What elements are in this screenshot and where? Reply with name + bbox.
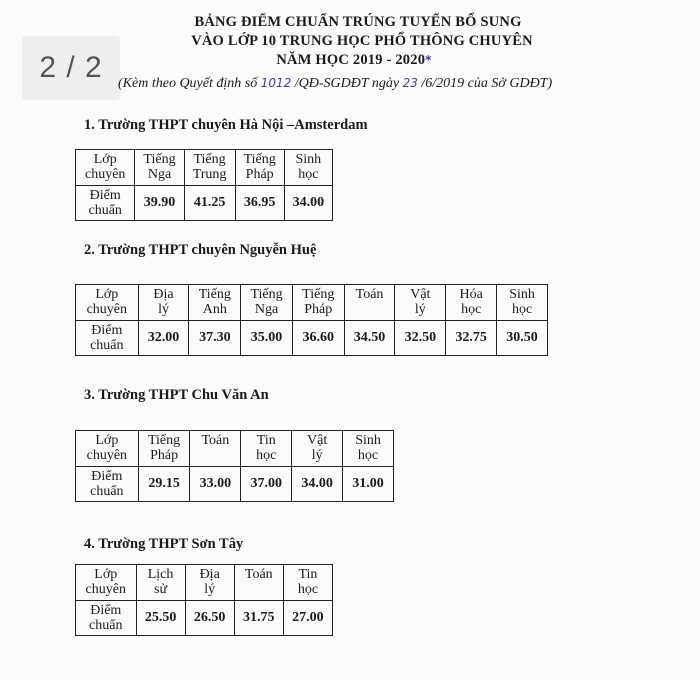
- subject-cell: Vật lý: [292, 431, 343, 467]
- subject-cell: Tin học: [241, 431, 292, 467]
- score-cell: 37.00: [241, 466, 292, 502]
- subject-cell: Toán: [234, 565, 283, 601]
- table-row-subjects: [76, 565, 333, 601]
- score-cell: 32.00: [138, 320, 189, 356]
- score-cell: 34.50: [344, 320, 395, 356]
- row-label-score: Điểm chuẩn: [76, 185, 135, 221]
- subject-cell: Tiếng Pháp: [292, 285, 344, 321]
- score-cell: 31.00: [343, 466, 394, 502]
- table-row-scores: [76, 320, 548, 356]
- document-title-line-3: [4, 52, 700, 69]
- subject-cell: Địa lý: [138, 285, 189, 321]
- decision-text-before: Kèm theo Quyết định số: [122, 76, 261, 91]
- handwritten-decision-number: 1012: [260, 76, 292, 90]
- decision-reference: (Kèm theo Quyết định số 1012 /QĐ-SGDĐT ngày 23 /6/2019 của Sở GDĐT): [118, 76, 553, 91]
- row-label-score: Điểm chuẩn: [76, 320, 139, 356]
- subject-cell: Sinh học: [497, 285, 548, 321]
- score-cell: 30.50: [497, 320, 548, 356]
- subject-cell: Địa lý: [185, 565, 234, 601]
- table-row-scores: [76, 185, 333, 221]
- subject-cell: Tiếng Anh: [189, 285, 241, 321]
- decision-text-after: /6/2019 của Sở GDĐT): [417, 76, 553, 91]
- subject-cell: Tiếng Pháp: [138, 431, 190, 467]
- score-cell: 41.25: [184, 185, 235, 221]
- score-cell: 26.50: [185, 600, 234, 636]
- score-cell: 36.60: [292, 320, 344, 356]
- subject-cell: Tiếng Nga: [241, 285, 293, 321]
- table-row-scores: [76, 466, 394, 502]
- handwritten-decision-day: 23: [402, 76, 418, 90]
- section-title-1: 1. Trường THPT chuyên Hà Nội –Amsterdam: [84, 117, 368, 133]
- section-title-4: 4. Trường THPT Sơn Tây: [84, 536, 244, 552]
- score-cell: 34.00: [292, 466, 343, 502]
- score-cell: 25.50: [136, 600, 185, 636]
- table-row-scores: [76, 600, 333, 636]
- table-row-subjects: [76, 285, 548, 321]
- section-title-3: 3. Trường THPT Chu Văn An: [84, 387, 269, 403]
- score-cell: 33.00: [190, 466, 241, 502]
- subject-cell: Hóa học: [446, 285, 497, 321]
- table-row-subjects: [76, 150, 333, 186]
- section-title-2: 2. Trường THPT chuyên Nguyễn Huệ: [84, 242, 317, 258]
- row-label-score: Điểm chuẩn: [76, 600, 137, 636]
- score-cell: 29.15: [138, 466, 190, 502]
- subject-cell: Lịch sử: [136, 565, 185, 601]
- handwritten-mark: *: [425, 53, 432, 67]
- subject-cell: Tin học: [283, 565, 332, 601]
- school-year: NĂM HỌC 2019 - 2020: [276, 52, 426, 68]
- row-label-score: Điểm chuẩn: [76, 466, 139, 502]
- page-indicator-badge: 2 / 2: [22, 36, 120, 100]
- document-title-line-1: BẢNG ĐIỂM CHUẨN TRÚNG TUYỂN BỔ SUNG: [194, 14, 522, 30]
- subject-cell: Tiếng Pháp: [235, 150, 284, 186]
- score-cell: 32.75: [446, 320, 497, 356]
- score-table-4: [75, 564, 333, 636]
- decision-text-middle: /QĐ-SGDĐT ngày: [291, 76, 403, 91]
- document-title-line-2: VÀO LỚP 10 TRUNG HỌC PHỔ THÔNG CHUYÊN: [191, 33, 533, 49]
- subject-cell: Sinh học: [284, 150, 332, 186]
- score-cell: 34.00: [284, 185, 332, 221]
- row-label-class: Lớp chuyên: [76, 150, 135, 186]
- score-cell: 36.95: [235, 185, 284, 221]
- score-cell: 31.75: [234, 600, 283, 636]
- score-table-2: [75, 284, 548, 356]
- score-table-1: [75, 149, 333, 221]
- table-row-subjects: [76, 431, 394, 467]
- subject-cell: Tiếng Trung: [184, 150, 235, 186]
- row-label-class: Lớp chuyên: [76, 431, 139, 467]
- score-cell: 39.90: [135, 185, 184, 221]
- row-label-class: Lớp chuyên: [76, 285, 139, 321]
- subject-cell: Toán: [190, 431, 241, 467]
- subject-cell: Tiếng Nga: [135, 150, 184, 186]
- subject-cell: Vật lý: [395, 285, 446, 321]
- subject-cell: Sinh học: [343, 431, 394, 467]
- score-cell: 32.50: [395, 320, 446, 356]
- subject-cell: Toán: [344, 285, 395, 321]
- score-cell: 37.30: [189, 320, 241, 356]
- row-label-class: Lớp chuyên: [76, 565, 137, 601]
- score-cell: 35.00: [241, 320, 293, 356]
- score-table-3: [75, 430, 394, 502]
- score-cell: 27.00: [283, 600, 332, 636]
